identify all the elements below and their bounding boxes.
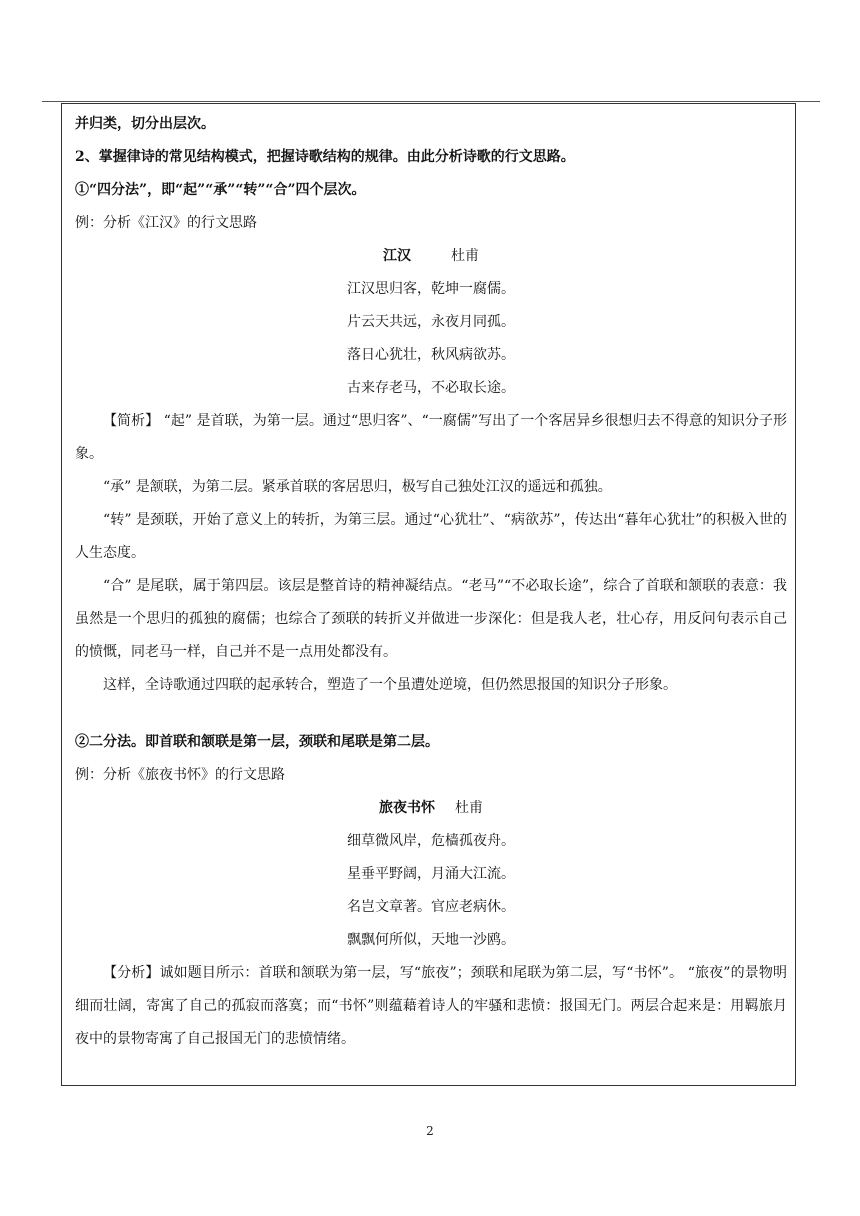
- poem-verse: 片云天共远，永夜月同孤。: [347, 314, 515, 330]
- poem-title: 江汉: [383, 248, 411, 264]
- poem-verse: 名岂文章著。官应老病休。: [347, 899, 515, 915]
- poem-verse: 落日心犹壮，秋风病欲苏。: [347, 347, 515, 363]
- analysis-paragraph: “转” 是颈联，开始了意义上的转折，为第三层。通过“心犹壮”、“病欲苏”，传达出“暮年心犹壮”的积极入世的人生态度。: [75, 512, 787, 561]
- analysis-paragraph: “承” 是颔联，为第二层。紧承首联的客居思归，极写自己独处江汉的遥远和孤独。: [103, 479, 612, 495]
- example-label-1: 例：分析《江汉》的行文思路: [75, 215, 257, 231]
- poem-author: 杜甫: [451, 248, 479, 264]
- method-four-heading: ①“四分法”，即“起”“承”“转”“合”四个层次。: [75, 182, 366, 198]
- poem-verse: 古来存老马，不必取长途。: [347, 380, 515, 396]
- poem-title: 旅夜书怀: [379, 800, 435, 816]
- poem-verse: 江汉思归客，乾坤一腐儒。: [347, 281, 515, 297]
- poem-verse: 星垂平野阔，月涌大江流。: [347, 866, 515, 882]
- poem-verse: 飘飘何所似，天地一沙鸥。: [347, 932, 515, 948]
- poem-header-2: [75, 792, 787, 825]
- method-two-heading: ②二分法。即首联和颔联是第一层，颈联和尾联是第二层。: [75, 734, 439, 750]
- document-body: [75, 108, 787, 1056]
- rule-heading: 2、掌握律诗的常见结构模式，把握诗歌结构的规律。由此分析诗歌的行文思路。: [75, 149, 575, 165]
- poem-author: 杜甫: [455, 800, 483, 816]
- analysis-paragraph: 【分析】诚如题目所示：首联和颔联为第一层，写“旅夜”；颈联和尾联为第二层，写“书怀”。 “旅夜”的景物明细而壮阔，寄寓了自己的孤寂而落寞；而“书怀”则蕴藉着诗人的牢骚和悲愤：报国无门。两层合起来是：用羁旅月夜中的景物寄寓了自己报国无门的悲愤情绪。: [75, 965, 787, 1047]
- analysis-paragraph: 这样，全诗歌通过四联的起承转合，塑造了一个虽遭处逆境，但仍然思报国的知识分子形象。: [103, 677, 677, 693]
- analysis-paragraph: 【简析】 “起” 是首联，为第一层。通过“思归客”、“一腐儒”写出了一个客居异乡很想归去不得意的知识分子形象。: [75, 413, 787, 462]
- spacer: [75, 702, 787, 726]
- analysis-paragraph: “合” 是尾联，属于第四层。该层是整首诗的精神凝结点。“老马”“不必取长途”，综合了首联和颔联的表意：我虽然是一个思归的孤独的腐儒；也综合了颈联的转折义并做进一步深化：但是我人老，壮心存，用反问句表示自己的愤慨，同老马一样，自己并不是一点用处都没有。: [75, 578, 787, 660]
- header-rule: [42, 101, 820, 102]
- example-label-2: 例：分析《旅夜书怀》的行文思路: [75, 767, 285, 783]
- intro-line: 并归类，切分出层次。: [75, 116, 215, 132]
- poem-header-1: [75, 240, 787, 273]
- page-number: 2: [426, 1124, 434, 1138]
- poem-verse: 细草微风岸，危樯孤夜舟。: [347, 833, 515, 849]
